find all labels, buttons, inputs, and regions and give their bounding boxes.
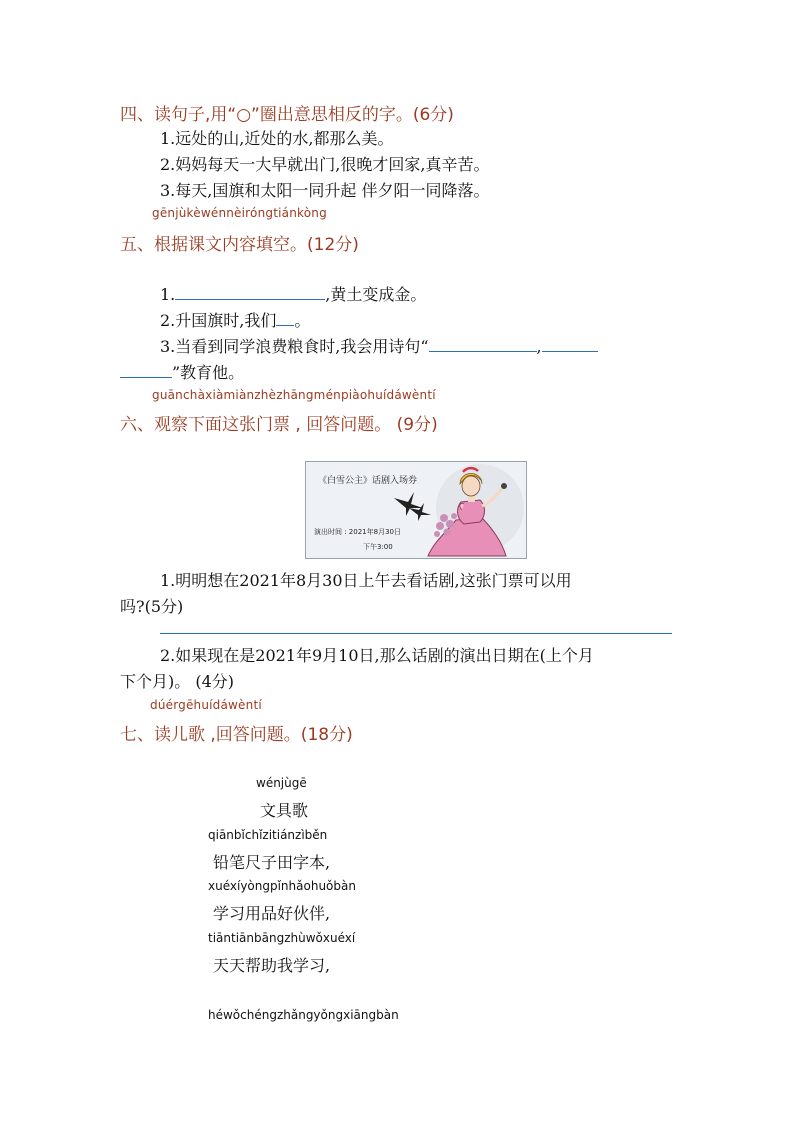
section7-heading: 七、读儿歌 ,回答问题。(18分) — [120, 725, 353, 745]
section5-pinyin: gēnjùkèwénnèiróngtiánkòng — [152, 206, 327, 220]
item3-prefix: 3.当看到同学浪费粮食时,我会用诗句“ — [160, 337, 429, 356]
item3-comma: , — [536, 337, 542, 356]
section4-item-3: 3.每天,国旗和太阳一同升起 伴夕阳一同降落。 — [160, 181, 490, 200]
section4-heading: 四、读句子,用“○”圈出意思相反的字。(6分) — [120, 105, 454, 125]
poem-line-1: 铅笔尺子田字本, — [213, 853, 331, 872]
section6-pinyin: guānchàxiàmiànzhèzhāngménpiàohuídáwèntí — [152, 388, 436, 402]
section5-item-1 — [160, 282, 426, 305]
poem-line-3-pinyin: tiāntiānbāngzhùwǒxuéxí — [208, 931, 356, 945]
item2-prefix: 2.升国旗时,我们 — [160, 311, 277, 330]
section4-item-1: 1.远处的山,近处的水,都那么美。 — [160, 129, 394, 148]
section5-heading: 五、根据课文内容填空。(12分) — [120, 235, 359, 255]
item1-number: 1. — [160, 285, 176, 304]
section6-q2-line2: 下个月)。 (4分) — [120, 672, 234, 691]
fill-blank[interactable] — [120, 363, 172, 378]
poem-title: 文具歌 — [260, 801, 309, 820]
poem-title-pinyin: wénjùgē — [256, 776, 307, 790]
ticket-title: 《白雪公主》话剧入场券 — [318, 476, 418, 486]
item3-suffix: ”教育他。 — [172, 363, 245, 382]
item1-suffix: ,黄土变成金。 — [325, 285, 427, 304]
section6-q2-line1: 2.如果现在是2021年9月10日,那么话剧的演出日期在(上个月 — [160, 646, 594, 665]
ticket-time: 演出时间 : 2021年8月30日 — [314, 528, 401, 536]
ticket-image — [305, 461, 527, 559]
poem-line-2: 学习用品好伙伴, — [213, 904, 331, 923]
section4-item-2: 2.妈妈每天一大早就出门,很晚才回家,真辛苦。 — [160, 155, 490, 174]
fill-blank[interactable] — [175, 285, 325, 300]
section6-q1-line1: 1.明明想在2021年8月30日上午去看话剧,这张门票可以用 — [160, 571, 572, 590]
poem-line-4-pinyin: héwǒchéngzhǎngyǒngxiāngbàn — [208, 1008, 399, 1022]
fill-blank[interactable] — [276, 311, 294, 326]
fill-blank[interactable] — [542, 337, 598, 352]
ticket-illustration — [306, 462, 526, 558]
poem-line-1-pinyin: qiānbǐchǐzitiánzìběn — [208, 828, 328, 842]
item2-suffix: 。 — [294, 311, 311, 330]
fill-blank[interactable] — [429, 337, 537, 352]
section5-item-2 — [160, 308, 310, 331]
section6-heading: 六、观察下面这张门票 , 回答问题。 (9分) — [120, 415, 438, 435]
section5-item-3 — [160, 334, 598, 357]
answer-line[interactable] — [160, 633, 672, 634]
ticket-time-afternoon: 下午3:00 — [363, 543, 393, 551]
section7-pinyin: dúérgēhuídáwèntí — [150, 698, 262, 712]
poem-line-2-pinyin: xuéxíyòngpǐnhǎohuǒbàn — [208, 879, 356, 893]
section5-item-3-cont — [120, 360, 244, 383]
section6-q1-line2: 吗?(5分) — [120, 597, 184, 616]
poem-line-3: 天天帮助我学习, — [213, 956, 331, 975]
